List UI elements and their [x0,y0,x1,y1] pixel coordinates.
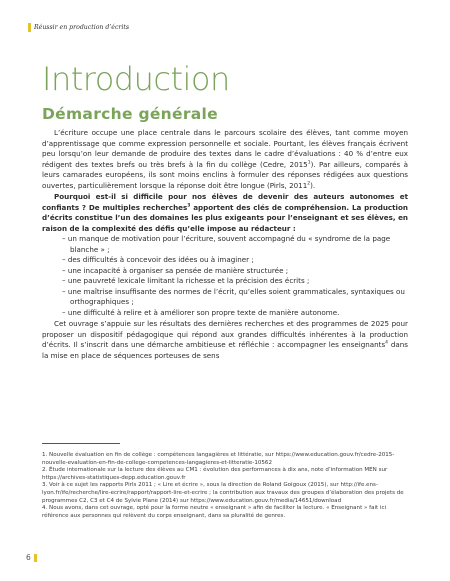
running-title: Réussir en production d’écrits [34,23,130,31]
footnote-1: 1. Nouvelle évaluation en fin de collège : compétences langagières et littératie, sur https://www.education.gouv.fr/cedre-2015-nouvelle-evaluation-en-fin-de-college-competences-langagieres-et-litteratie-10562 [42,452,395,466]
paragraph-2-text-b: apportent des clés de compréhension. La production d’écrits constitue l’un des domaines les plus exigeants pour l’enseignant et ses élèves, en raison de la complexité des défis qu’elle impose au rédacteur : [42,202,408,233]
list-item: – un manque de motivation pour l’écriture, souvent accompagné du « syndrome de la page blanche » ; [62,234,391,254]
list-item: – une pauvreté lexicale limitant la richesse et la précision des écrits ; [62,276,310,285]
paragraph-1-text-c: ). [310,180,316,190]
footnotes [42,452,408,520]
paragraph-1-text-b: ). Par ailleurs, comparés à leurs camarades européens, ils sont moins enclins à formuler des réponses rédigées aux questions ouvertes, particulièrement lorsque la réponse doit être longue (Pirls, 2011 [42,159,409,190]
paragraph-3-text-b: dans la mise en place de séquences porteuses de sens [42,340,408,360]
paragraph-3 [42,319,408,361]
footnote-divider [42,443,120,444]
header-accent-bar [28,23,31,32]
footnote-ref-1: 1 [307,160,311,166]
footnote-2: 2. Étude internationale sur la lecture des élèves au CM1 : évolution des performances à dix ans, note d’information MEN sur https://archives-statistiques-depp.education.gouv.fr [42,467,388,481]
main-text [42,128,408,362]
difficulty-list [42,234,408,318]
section-subtitle: Démarche générale [42,105,218,123]
list-item: – une maîtrise insuffisante des normes de l’écrit, qu’elles soient grammaticales, syntaxiques ou orthographiques ; [62,286,405,306]
running-header [28,22,129,32]
footnote-3: 3. Voir à ce sujet les rapports Pirls 2011 ; « Lire et écrire », sous la direction de Roland Goigoux (2015), sur http://ife.ens-lyon.fr/ife/recherche/lire-ecrire/rapport/rapport-lire-et-ecrire ; la contribution aux travaux des groupes d’élaboration des projets de programmes C2, C3 et C4 de Sylvie Plane (2014) sur https://www.education.gouv.fr/media/14651/download [42,482,404,504]
page-title: Introduction [42,60,230,98]
paragraph-3-text-a: Cet ouvrage s’appuie sur les résultats des dernières recherches et des programmes de 2025 pour proposer un dispositif pédagogique qui répond aux grandes difficultés inhérentes à la production d’écrits. Il s’inscrit dans une démarche ambitieuse et réfléchie : accompagner les enseignants [42,319,408,349]
footnote-ref-2: 2 [307,181,311,187]
paragraph-1 [42,128,408,191]
list-item: – une incapacité à organiser sa pensée de manière structurée ; [62,265,289,275]
page-number-accent-bar [34,554,37,562]
footnote-ref-4: 4 [385,340,389,346]
footnote-ref-3: 3 [187,203,191,209]
footnote-4: 4. Nous avons, dans cet ouvrage, opté pour la forme neutre « enseignant » afin de faciliter la lecture. « Enseignant » fait ici référence aux personnes qui relèvent du corps enseignant, dans sa pluralité de genres. [42,505,387,519]
list-item: – une difficulté à relire et à améliorer son propre texte de manière autonome. [62,307,340,317]
paragraph-2 [42,192,408,234]
paragraph-1-text-a: L’écriture occupe une place centrale dans le parcours scolaire des élèves, tant comme moyen d’apprentissage que comme expression personnelle et sociale. Pourtant, les élèves français écrivent peu lorsqu’on leur demande de produire des textes dans le cadre d’évaluations : 40 % d’entre eux rédigent des textes brefs ou très brefs à la fin du collège (Cedre, 2015 [42,128,408,169]
paragraph-2-text-a: Pourquoi est-il si difficile pour nos élèves de devenir des auteurs autonomes et confiants ? De multiples recherches [42,192,408,212]
page-number [26,553,37,562]
list-item: – des difficultés à concevoir des idées ou à imaginer ; [62,255,254,264]
page-number-label: 6 [26,553,31,562]
